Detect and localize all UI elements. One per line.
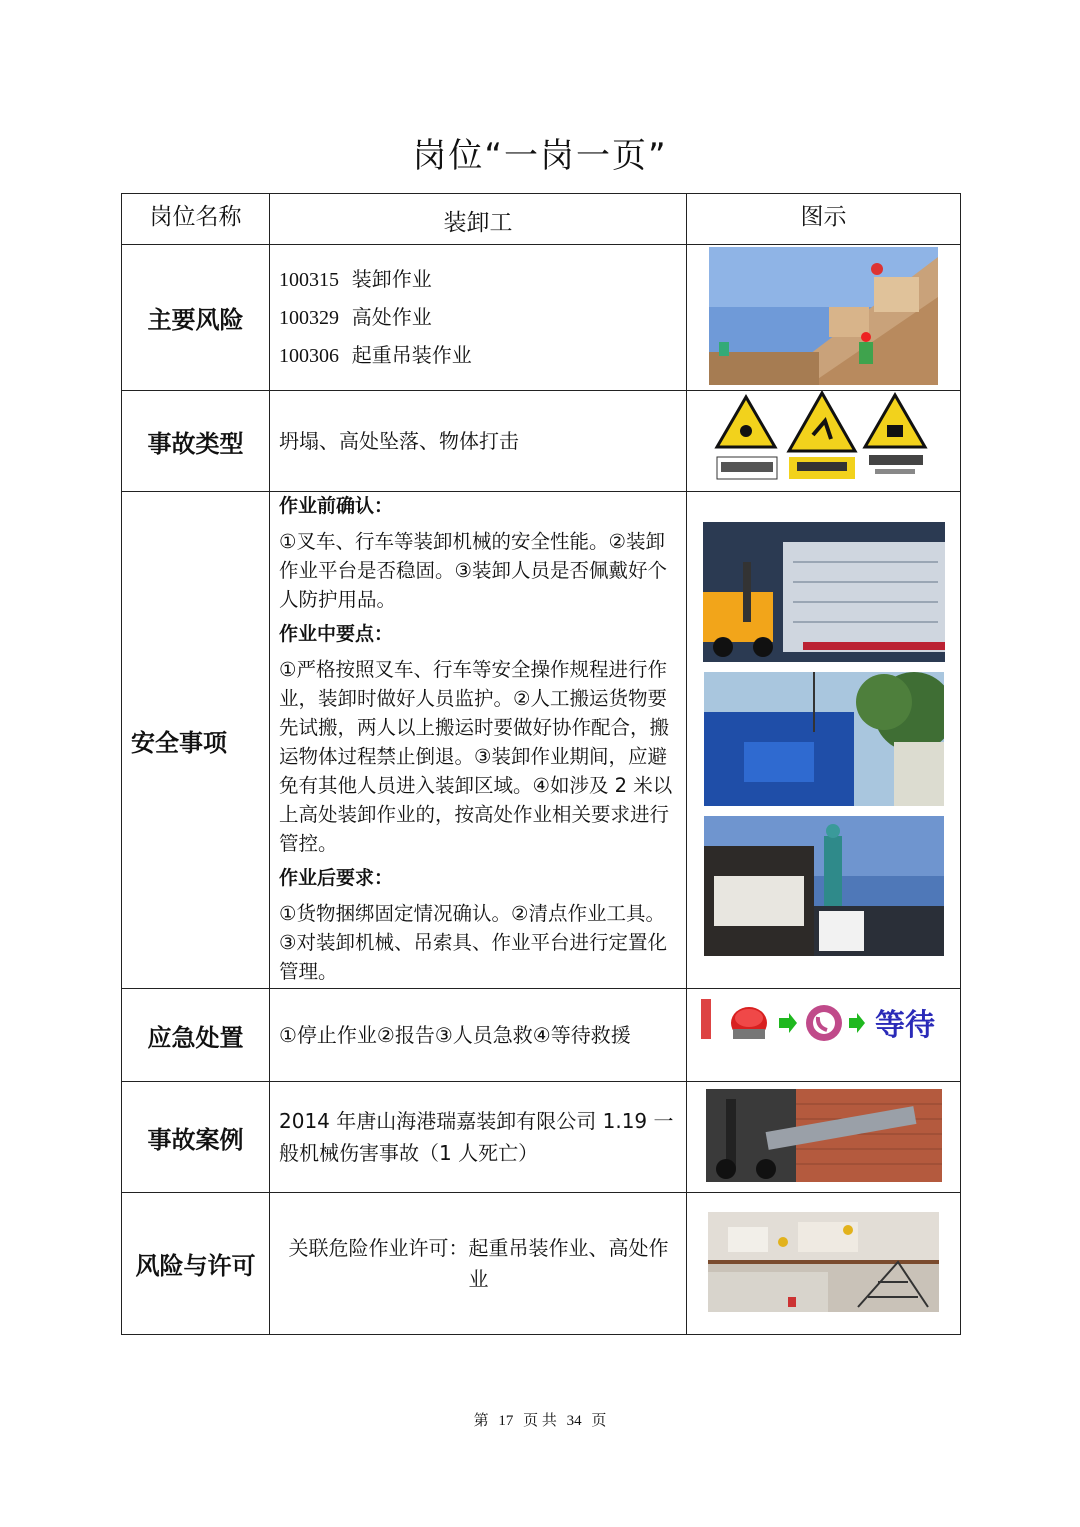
case-label: 事故案例 xyxy=(122,1082,270,1193)
safety-content xyxy=(270,492,687,989)
safety-photos-cell xyxy=(687,492,961,989)
warning-signs-image xyxy=(713,391,935,487)
case-photo-cell xyxy=(687,1082,961,1193)
before-text: ①叉车、行车等装卸机械的安全性能。②装卸作业平台是否稳固。③装卸人员是否佩戴好个人防护用品。 xyxy=(279,530,667,611)
before-title: 作业前确认： xyxy=(279,495,394,517)
page-title: 岗位“一岗一页” xyxy=(412,136,668,176)
accident-type-text: 坍塌、高处坠落、物体打击 xyxy=(270,391,687,492)
warning-signs-cell xyxy=(687,391,961,492)
arrow-right-icon xyxy=(849,1013,865,1033)
phone-icon xyxy=(806,1005,842,1041)
emergency-row xyxy=(122,989,961,1082)
emergency-flow-image xyxy=(699,991,949,1053)
accident-type-row xyxy=(122,391,961,492)
case-row xyxy=(122,1082,961,1193)
job-card-table xyxy=(121,193,961,1335)
accident-type-label: 事故类型 xyxy=(122,391,270,492)
case-text: 2014 年唐山海港瑞嘉装卸有限公司 1.19 一般机械伤害事故（1 人死亡） xyxy=(270,1082,687,1193)
arrow-right-icon xyxy=(779,1013,797,1033)
permit-work-photo xyxy=(708,1212,939,1312)
forklift-truck-photo xyxy=(703,522,945,662)
risk-row xyxy=(122,245,961,391)
emergency-label: 应急处置 xyxy=(122,989,270,1082)
loading-work-photo xyxy=(709,247,938,385)
page-footer xyxy=(0,1409,1080,1430)
permit-text: 关联危险作业许可：起重吊装作业、高处作业 xyxy=(270,1193,687,1335)
header-post-name: 岗位名称 xyxy=(122,194,270,245)
permit-photo-cell xyxy=(687,1193,961,1335)
header-post-value: 装卸工 xyxy=(270,194,687,245)
warning-sign-fall-icon xyxy=(789,393,855,479)
footer-prefix: 第 xyxy=(473,1413,489,1429)
warning-sign-falling-object-icon xyxy=(717,397,777,479)
wait-text: 等待 xyxy=(874,1008,935,1043)
footer-suffix: 页 xyxy=(591,1413,607,1429)
container-unloading-photo xyxy=(704,816,944,956)
after-title: 作业后要求： xyxy=(279,867,394,889)
header-row xyxy=(122,194,961,245)
permit-label: 风险与许可 xyxy=(122,1193,270,1335)
risk-item: 100315 装卸作业 xyxy=(279,266,432,291)
during-title: 作业中要点： xyxy=(279,623,394,645)
accident-case-photo xyxy=(706,1089,942,1182)
stop-button-icon xyxy=(731,1007,767,1039)
footer-page-number: 17 xyxy=(498,1413,514,1429)
risk-label: 主要风险 xyxy=(122,245,270,391)
footer-mid: 页 共 xyxy=(523,1413,557,1429)
risk-photo-cell xyxy=(687,245,961,391)
permit-row xyxy=(122,1193,961,1335)
during-text: ①严格按照叉车、行车等安全操作规程进行作业，装卸时做好人员监护。②人工搬运货物要先试搬，两人以上搬运时要做好协作配合，搬运物体过程禁止倒退。③装卸作业期间，应避免有其他人员进入装卸区域。④如涉及 2 米以上高处装卸作业的，按高处作业相关要求进行管控。 xyxy=(279,658,673,855)
crane-lifting-photo xyxy=(704,672,944,806)
warning-sign-forklift-icon xyxy=(863,395,929,481)
after-text: ①货物捆绑固定情况确认。②清点作业工具。③对装卸机械、吊索具、作业平台进行定置化管理。 xyxy=(279,902,667,983)
risk-list xyxy=(270,245,687,391)
safety-row xyxy=(122,492,961,989)
emergency-flow-cell xyxy=(687,989,961,1082)
emergency-text: ①停止作业②报告③人员急救④等待救援 xyxy=(270,989,687,1082)
risk-item: 100306 起重吊装作业 xyxy=(279,342,472,367)
safety-label: 安全事项 xyxy=(122,492,270,989)
risk-item: 100329 高处作业 xyxy=(279,304,432,329)
header-illustration: 图示 xyxy=(687,194,961,245)
footer-total-pages: 34 xyxy=(566,1413,582,1429)
